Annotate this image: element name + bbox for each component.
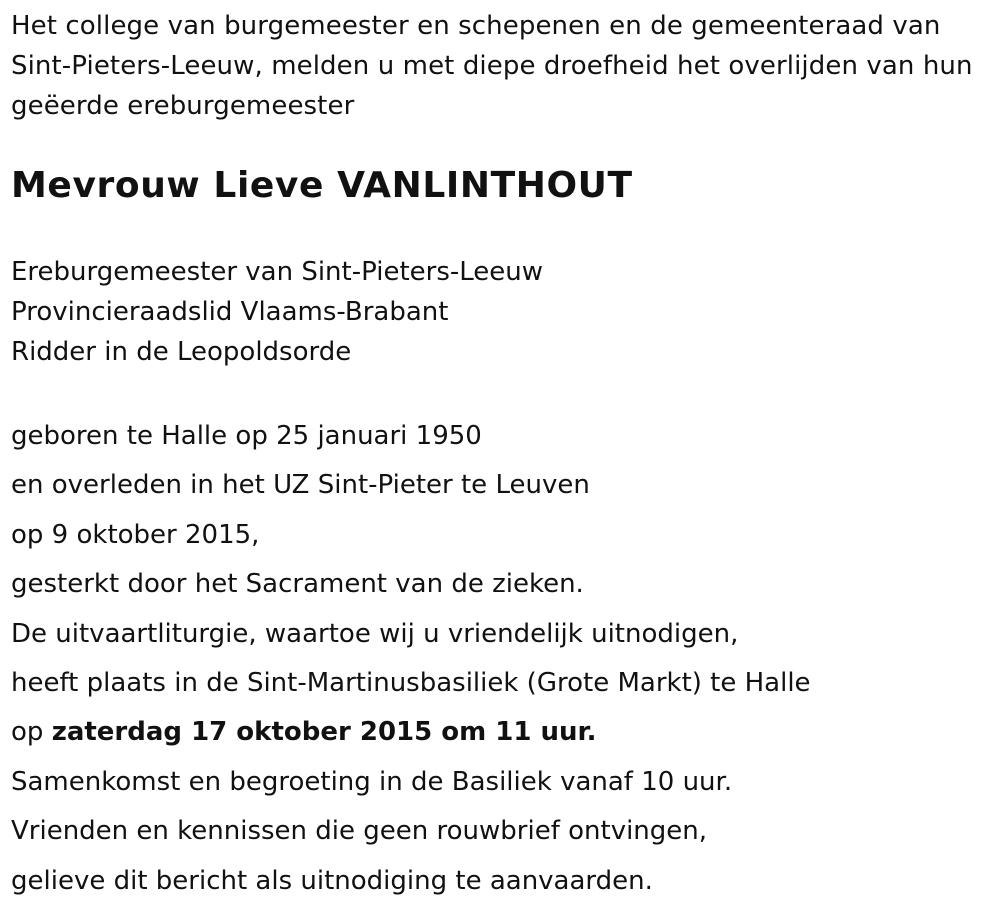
funeral-date-time: zaterdag 17 oktober 2015 om 11 uur.	[51, 717, 597, 748]
intro-paragraph	[11, 0, 996, 126]
funeral-date-line	[11, 708, 811, 757]
intro-line: Het college van burgemeester en schepenen en de gemeenteraad van	[11, 11, 941, 41]
funeral-date-prefix: op	[11, 717, 52, 748]
location-line: heeft plaats in de Sint-Martinusbasiliek (Grote Markt) te Halle	[11, 668, 811, 699]
title-line: Ridder in de Leopoldsorde	[11, 337, 352, 367]
birth-line: geboren te Halle op 25 januari 1950	[11, 421, 482, 451]
friends-line: Vrienden en kennissen die geen rouwbrief ontvingen,	[11, 816, 708, 847]
gathering-line: Samenkomst en begroeting in de Basiliek vanaf 10 uur.	[11, 766, 733, 797]
death-date-line: op 9 oktober 2015,	[11, 519, 260, 550]
funeral-details	[11, 412, 811, 906]
obituary-notice	[11, 0, 996, 896]
deceased-name: Mevrouw Lieve VANLINTHOUT	[11, 165, 633, 206]
liturgy-line: De uitvaartliturgie, waartoe wij u vriendelijk uitnodigen,	[11, 618, 739, 649]
intro-line: geëerde ereburgemeester	[11, 91, 355, 121]
intro-line: Sint-Pieters-Leeuw, melden u met diepe droefheid het overlijden van hun	[11, 51, 973, 81]
invitation-line: gelieve dit bericht als uitnodiging te aanvaarden.	[11, 865, 653, 896]
title-line: Ereburgemeester van Sint-Pieters-Leeuw	[11, 257, 544, 287]
sacrament-line: gesterkt door het Sacrament van de zieken.	[11, 569, 584, 600]
deceased-titles	[11, 252, 543, 372]
death-place-line: en overleden in het UZ Sint-Pieter te Leuven	[11, 470, 590, 501]
title-line: Provincieraadslid Vlaams-Brabant	[11, 297, 449, 327]
